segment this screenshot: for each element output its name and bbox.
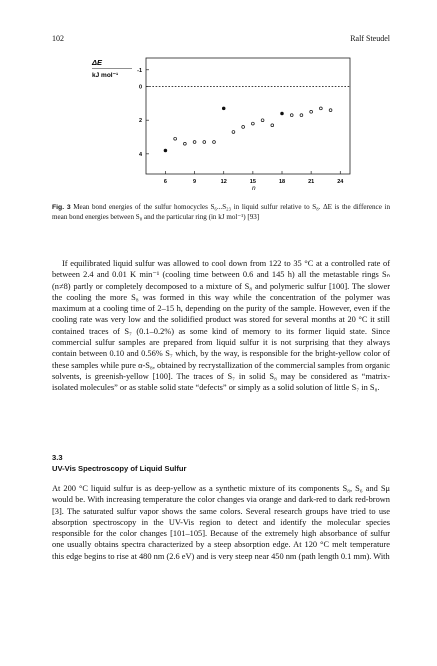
data-point [281, 112, 284, 115]
x-tick-label: 21 [308, 179, 315, 185]
figure-3 [90, 52, 360, 192]
caption-text: Mean bond energies of the sulfur homocycles S₆...S₂₃ in liquid sulfur relative to S₈. ΔE is the difference in mean bond energies between S₈ and the particular ring (in kJ mol⁻¹) [93] [52, 203, 390, 221]
x-tick-label: 24 [337, 179, 344, 185]
data-point [310, 110, 313, 113]
y-tick-label: 4 [138, 151, 142, 158]
x-tick-label: 15 [249, 179, 256, 185]
y-axis-label-units: kJ mol⁻¹ [92, 72, 119, 79]
y-tick-label: 2 [138, 118, 142, 125]
data-point [271, 124, 274, 127]
data-point [319, 107, 322, 110]
body-paragraph-1 [52, 258, 390, 394]
page-number: 102 [52, 34, 64, 43]
data-point [329, 109, 332, 112]
data-point [290, 114, 293, 117]
paragraph-text: If equilibrated liquid sulfur was allowed to cool down from 122 to 35 °C at a controlled rate of between 2.4 and 0.01 K min⁻¹ (cooling time between 0.6 and 145 h) all the metastable rings Sₙ (n≠8) partly or completely decomposed to a mixture of S₈ and polymeric sulfur [100]. The slower the cooling the more S₈ was formed in this way while the concentration of the polymer was maximum at a cooling time of 2–15 h, depending on the purity of the sample. However, even if the cooling rate was very low and the solidified product was stored for several months at 20 °C it still contained traces of S₇ (0.1–0.2%) as some kind of memory to its former liquid state. Since commercial sulfur samples are prepared from liquid sulfur it is not surprising that they always contain between 0.10 and 0.56% S₇ which, by the way, is responsible for the bright-yellow color of these samples while pure α-S₈, obtained by recrystallization of the commercial samples from organic solvents, is greenish-yellow [100]. The traces of S₇ in solid S₈ may be considered as “matrix-isolated molecules” or as stable solid state “defects” or simply as a solid solution of little S₇ in S₈. [52, 259, 390, 393]
data-point [222, 107, 225, 110]
section-title: UV-Vis Spectroscopy of Liquid Sulfur [52, 464, 187, 473]
running-header [52, 34, 390, 46]
data-point [174, 137, 177, 140]
y-tick-label: 0 [138, 84, 142, 91]
data-point [193, 141, 196, 144]
x-tick-label: 18 [278, 179, 286, 185]
figure-caption [52, 203, 390, 222]
paragraph-text: At 200 °C liquid sulfur is as deep-yellow as a synthetic mixture of its components S₈, S₆ and Sμ would be. With increasing temperature the color changes via orange and dark-red to dark red-brown [3]. The saturated sulfur vapor shows the same colors. Several research groups have tried to use absorption spectroscopy in the UV-Vis region to detect and identify the molecular species responsible for the color changes [101–105]. Because of the extremely high absorbance of sulfur one usually obtains spectra characterized by a steep absorption edge. At 120 °C melt temperature this edge begins to rise at 480 nm (2.6 eV) and is very steep near 450 nm (path length 0.1 mm). With [52, 484, 390, 561]
data-point [300, 114, 303, 117]
x-tick-label: 6 [163, 179, 167, 185]
data-point [242, 126, 245, 129]
data-point [213, 141, 216, 144]
body-paragraph-2 [52, 483, 390, 562]
x-axis-label: n [252, 185, 256, 192]
caption-label: Fig. 3 [52, 204, 71, 211]
data-point [183, 142, 186, 145]
plot-frame [146, 58, 350, 174]
y-tick-label: -1 [137, 67, 142, 74]
data-point [203, 141, 206, 144]
y-axis-label-top: ΔE [92, 58, 103, 67]
scatter-chart [90, 52, 360, 192]
running-author: Ralf Steudel [350, 34, 390, 43]
data-point [232, 131, 235, 134]
data-point [164, 149, 167, 152]
data-point [261, 119, 264, 122]
x-tick-label: 12 [220, 179, 227, 185]
section-number: 3.3 [52, 453, 63, 462]
data-point [251, 122, 254, 125]
x-tick-label: 9 [193, 179, 197, 185]
